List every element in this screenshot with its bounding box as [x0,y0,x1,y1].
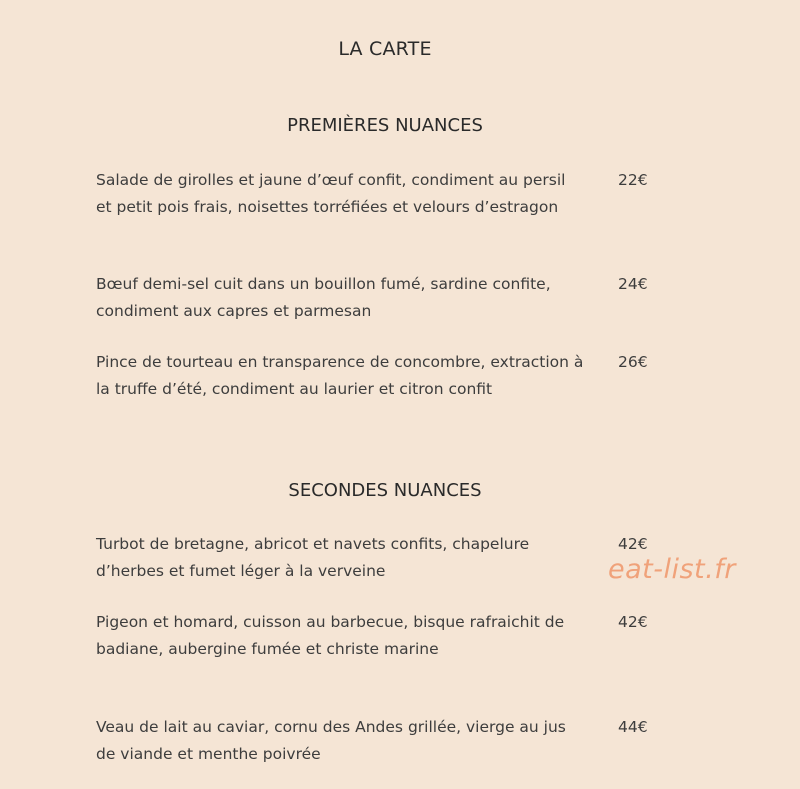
menu-item [96,271,656,325]
menu-item-price: 44€ [618,718,648,736]
menu-item [96,167,656,221]
menu-title: LA CARTE [338,38,432,60]
menu-item-price: 42€ [618,613,648,631]
menu-item-description: Pince de tourteau en transparence de concombre, extraction à la truffe d’été, condiment au laurier et citron confit [96,353,584,398]
menu-item [96,609,656,663]
menu-item-description: Pigeon et homard, cuisson au barbecue, bisque rafraichit de badiane, aubergine fumée et christe marine [96,613,565,658]
menu-item-price: 42€ [618,535,648,553]
menu-item-description: Veau de lait au caviar, cornu des Andes grillée, vierge au jus de viande et menthe poivrée [96,718,566,763]
menu-item-description: Salade de girolles et jaune d’œuf confit, condiment au persil et petit pois frais, noisettes torréfiées et velours d’estragon [96,171,566,216]
menu-item-description: Bœuf demi-sel cuit dans un bouillon fumé, sardine confite, condiment aux capres et parmesan [96,275,551,320]
menu-item [96,714,656,768]
menu-item [96,531,656,585]
menu-item-price: 22€ [618,171,648,189]
watermark-logo: eat-list.fr [608,554,736,585]
section-title-premieres: PREMIÈRES NUANCES [287,115,483,136]
section-title-secondes: SECONDES NUANCES [288,480,482,501]
menu-item-price: 24€ [618,275,648,293]
menu-item [96,349,656,403]
menu-item-price: 26€ [618,353,648,371]
menu-item-description: Turbot de bretagne, abricot et navets confits, chapelure d’herbes et fumet léger à la verveine [96,535,530,580]
